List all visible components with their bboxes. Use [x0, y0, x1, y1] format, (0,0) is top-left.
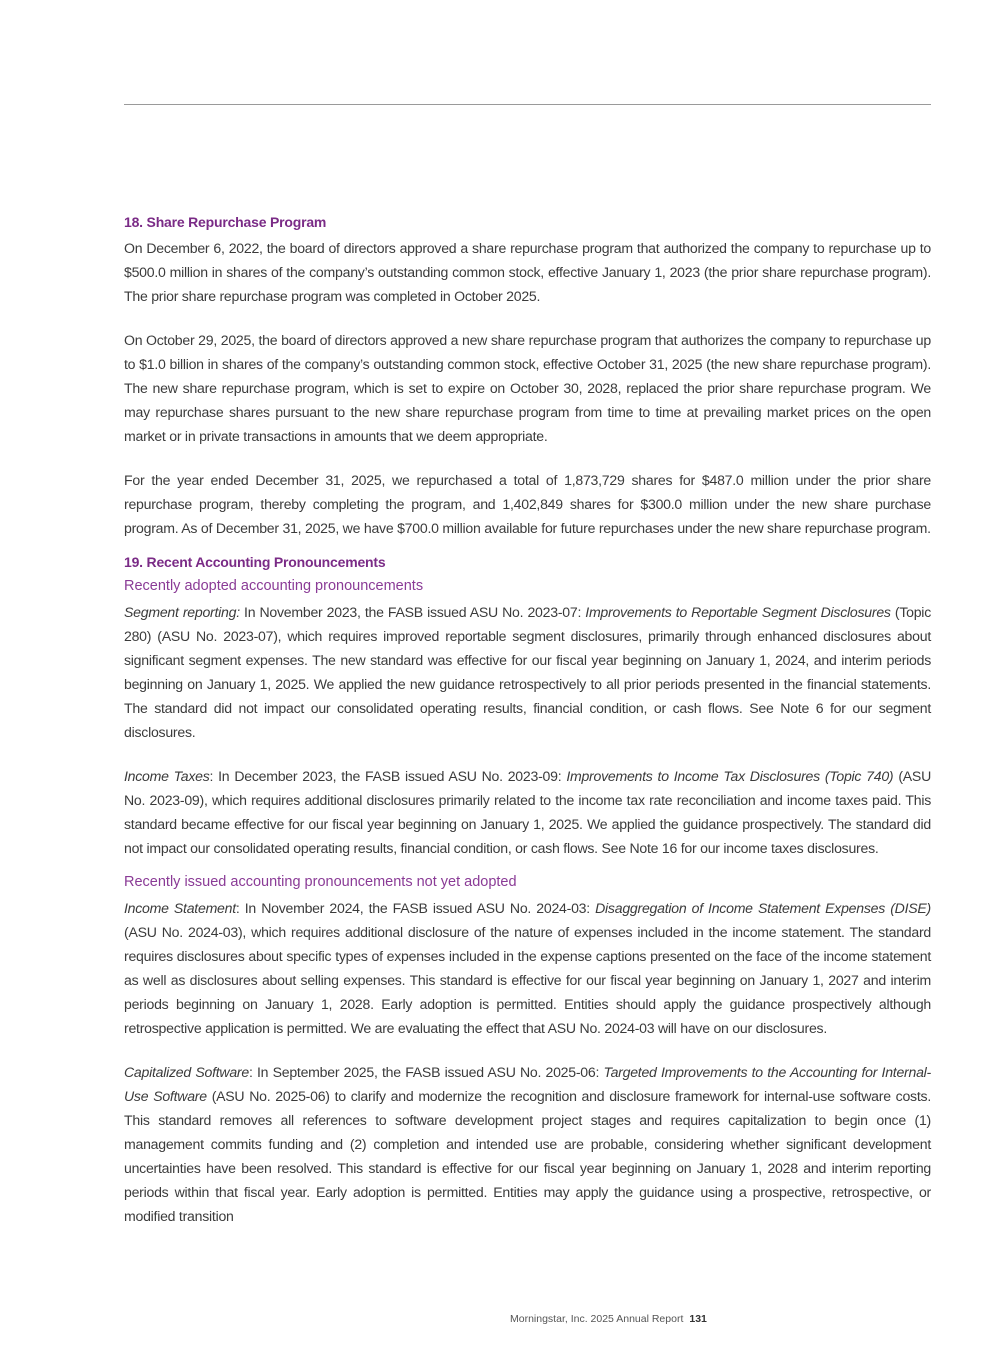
capitalized-software-text-b: (ASU No. 2025-06) to clarify and modernize the recognition and disclosure framework for internal-use software costs. This standard removes all references to software development project stages and requires capitalization to begin once (1) management commits funding and (2) completion and intended use are probable, considering whether significant development uncertainties have been resolved. This standard is effective for our fiscal year beginning on January 1, 2028 and interim reporting periods within that fiscal year. Early adoption is permitted. Entities may apply the guidance using a prospective, retrospective, or modified transition [124, 1088, 931, 1224]
income-statement-text-a: : In November 2024, the FASB issued ASU No. 2024-03: [235, 900, 596, 916]
section-18-paragraph-2: On October 29, 2025, the board of directors approved a new share repurchase program that authorizes the company to repurchase up to $1.0 billion in shares of the company’s outstanding common stock, effective October 31, 2025 (the new share repurchase program). The new share repurchase program, which is set to expire on October 30, 2028, replaced the prior share repurchase program. We may repurchase shares pursuant to the new share repurchase program from time to time at prevailing market prices on the open market or in private transactions in amounts that we deem appropriate. [124, 332, 931, 444]
page-footer [510, 1313, 707, 1325]
income-statement-standard: Disaggregation of Income Statement Expenses (DISE) [595, 900, 932, 916]
income-statement-paragraph [124, 896, 931, 1040]
section-19-title: 19. Recent Accounting Pronouncements [124, 554, 386, 570]
segment-reporting-text-a: In November 2023, the FASB issued ASU No. 2023-07: [239, 604, 586, 620]
section-18-paragraph-1: On December 6, 2022, the board of directors approved a share repurchase program that authorized the company to repurchase up to $500.0 million in shares of the company’s outstanding common stock, effective January 1, 2023 (the prior share repurchase program). The prior share repurchase program was completed in October 2025. [124, 240, 931, 304]
segment-reporting-text-b: (Topic 280) (ASU No. 2023-07), which requires improved reportable segment disclosures, primarily through enhanced disclosures about significant segment expenses. The new standard was effective for our fiscal year beginning on January 1, 2024, and interim periods beginning on January 1, 2025. We applied the new guidance retrospectively to all prior periods presented in the financial statements. The standard did not impact our consolidated operating results, financial condition, or cash flows. See Note 6 for our segment disclosures. [124, 604, 931, 740]
page-number: 131 [689, 1313, 707, 1325]
capitalized-software-standard: Targeted Improvements to the Accounting for Internal-Use Software [124, 1064, 931, 1104]
segment-reporting-paragraph [124, 600, 931, 744]
adopted-subheading: Recently adopted accounting pronouncements [124, 578, 424, 594]
income-statement-text-b: (ASU No. 2024-03), which requires additional disclosure of the nature of expenses included in the income statement. The standard requires disclosures about specific types of expenses included in the expense captions presented on the face of the income statement as well as disclosures about selling expenses. This standard is effective for our fiscal year beginning on January 1, 2027 and interim periods beginning on January 1, 2028. Early adoption is permitted. Entities should apply the guidance prospectively although retrospective application is permitted. We are evaluating the effect that ASU No. 2024-03 will have on our disclosures. [124, 924, 931, 1036]
page-content [124, 212, 931, 1248]
section-18-paragraph-3: For the year ended December 31, 2025, we repurchased a total of 1,873,729 shares for $487.0 million under the prior share repurchase program, thereby completing the program, and 1,402,849 shares for $300.0 million under the new share purchase program. As of December 31, 2025, we have $700.0 million available for future repurchases under the new share repurchase program. [124, 472, 931, 536]
capitalized-software-lead: Capitalized Software [124, 1064, 249, 1080]
footer-text: Morningstar, Inc. 2025 Annual Report [510, 1313, 684, 1325]
income-taxes-text-a: : In December 2023, the FASB issued ASU No. 2023-09: [209, 768, 567, 784]
capitalized-software-text-a: : In September 2025, the FASB issued ASU No. 2025-06: [248, 1064, 604, 1080]
income-taxes-paragraph [124, 764, 931, 860]
capitalized-software-paragraph [124, 1060, 931, 1228]
segment-reporting-standard: Improvements to Reportable Segment Disclosures [585, 604, 891, 620]
section-18-title: 18. Share Repurchase Program [124, 214, 327, 230]
income-statement-lead: Income Statement [124, 900, 236, 916]
header-rule [124, 104, 931, 105]
income-taxes-standard: Improvements to Income Tax Disclosures (Topic 740) [566, 768, 894, 784]
not-adopted-subheading: Recently issued accounting pronouncements not yet adopted [124, 874, 517, 890]
income-taxes-text-b: (ASU No. 2023-09), which requires additional disclosures primarily related to the income tax rate reconciliation and income taxes paid. This standard became effective for our fiscal year beginning on January 1, 2025. We applied the guidance prospectively. The standard did not impact our consolidated operating results, financial condition, or cash flows. See Note 16 for our income taxes disclosures. [124, 768, 931, 856]
segment-reporting-lead: Segment reporting: [124, 604, 240, 620]
income-taxes-lead: Income Taxes [124, 768, 210, 784]
